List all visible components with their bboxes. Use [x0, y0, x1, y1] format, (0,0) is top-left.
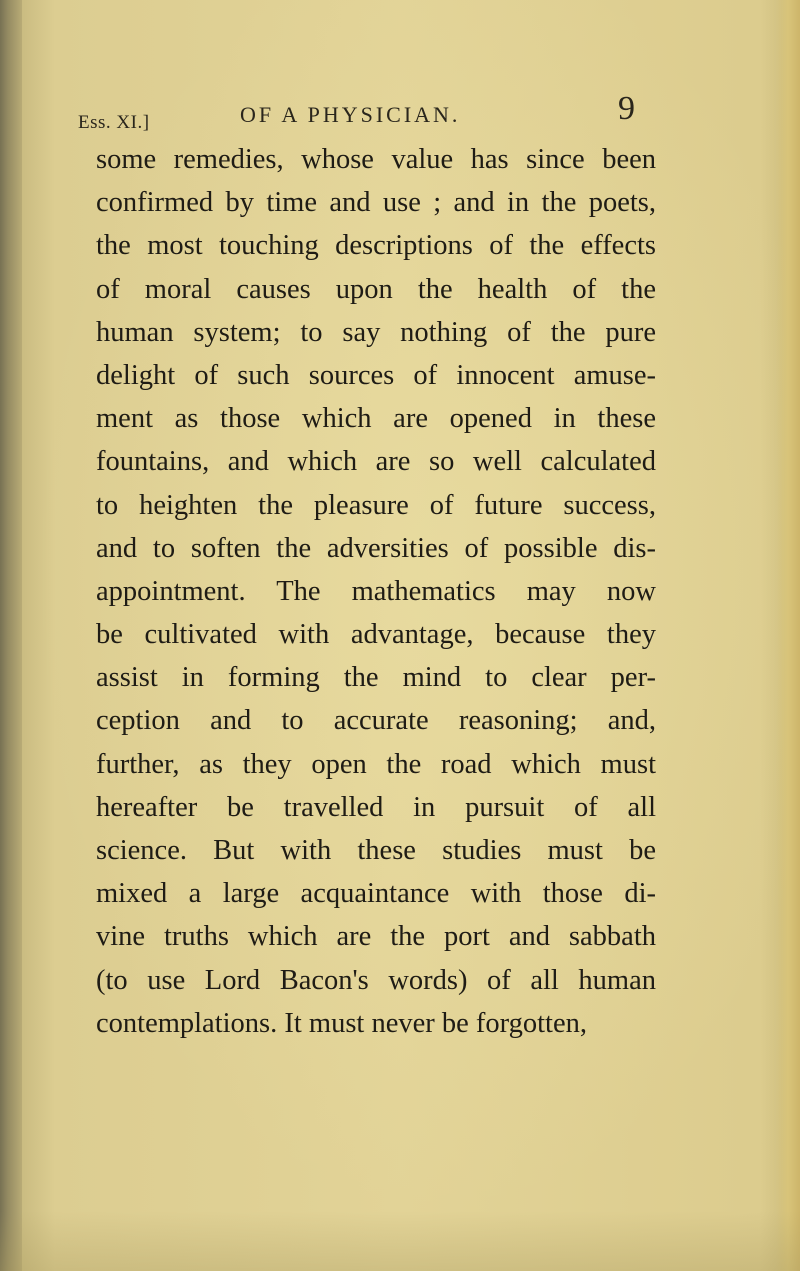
- text-line: appointment. The mathematics may now: [96, 575, 656, 607]
- text-line: and to soften the adversities of possible dis-: [96, 532, 656, 564]
- page-edge-right: [776, 0, 800, 1271]
- page-binding-shadow: [0, 0, 22, 1271]
- text-line: confirmed by time and use ; and in the poets,: [96, 187, 656, 219]
- text-line: mixed a large acquaintance with those di-: [96, 878, 656, 910]
- text-line: (to use Lord Bacon's words) of all human: [96, 964, 656, 996]
- text-line: delight of such sources of innocent amuse-: [96, 359, 656, 391]
- text-line: contemplations. It must never be forgotten,: [96, 1007, 587, 1039]
- text-line: to heighten the pleasure of future success,: [96, 489, 656, 521]
- running-header: [72, 84, 635, 133]
- body-text: [96, 138, 656, 1045]
- text-line: hereafter be travelled in pursuit of all: [96, 791, 656, 823]
- essay-marker: Ess. XI.]: [78, 112, 150, 133]
- text-line: some remedies, whose value has since been: [96, 144, 656, 175]
- page-number: 9: [618, 90, 635, 127]
- page-edge-bottom: [0, 1211, 800, 1271]
- running-title: OF A PHYSICIAN.: [240, 102, 461, 127]
- text-line: ception and to accurate reasoning; and,: [96, 705, 656, 737]
- text-line: the most touching descriptions of the effects: [96, 230, 656, 262]
- text-line: vine truths which are the port and sabbath: [96, 921, 656, 953]
- text-line: fountains, and which are so well calculated: [96, 446, 656, 478]
- text-line: assist in forming the mind to clear per-: [96, 662, 656, 694]
- text-line: further, as they open the road which must: [96, 748, 656, 780]
- text-line: ment as those which are opened in these: [96, 403, 656, 435]
- text-line: human system; to say nothing of the pure: [96, 316, 656, 348]
- text-line: science. But with these studies must be: [96, 835, 656, 866]
- text-line: of moral causes upon the health of the: [96, 273, 656, 305]
- text-line: be cultivated with advantage, because they: [96, 619, 656, 651]
